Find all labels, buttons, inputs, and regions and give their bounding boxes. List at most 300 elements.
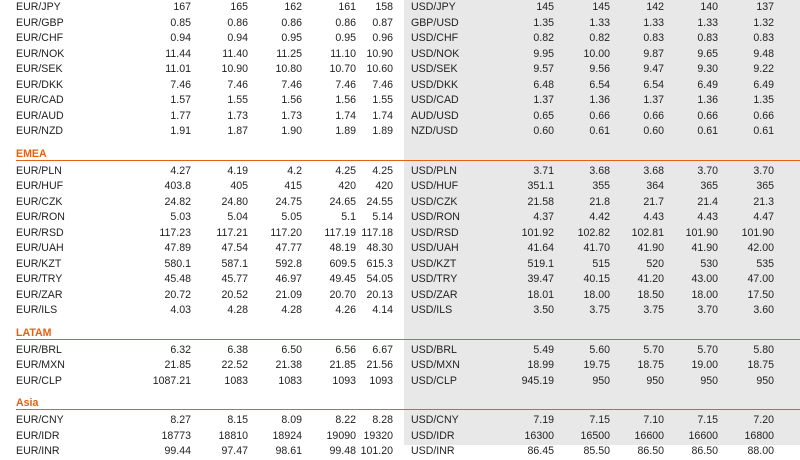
- usd-pair-value: 7.15: [697, 414, 718, 426]
- eur-pair-value: 7.46: [281, 78, 302, 91]
- usd-pair-value: 9.22: [753, 63, 774, 75]
- eur-pair-value: 10.90: [221, 63, 248, 75]
- usd-pair-value: 1.37: [533, 94, 554, 106]
- usd-pair-value: 101.90: [741, 226, 774, 239]
- usd-pair-value: 1.36: [589, 94, 610, 106]
- eur-pair-value: 45.77: [221, 273, 248, 285]
- usd-pair-label: USD/ILS: [411, 304, 453, 316]
- eur-pair-value: 0.86: [227, 16, 248, 29]
- table-row: [0, 109, 800, 125]
- eur-pair-value: 10.70: [329, 63, 356, 75]
- eur-pair-value: 420: [375, 180, 393, 192]
- usd-pair-value: 3.75: [643, 304, 664, 316]
- eur-pair-value: 21.56: [366, 359, 393, 371]
- usd-pair-value: 1.35: [533, 16, 554, 29]
- eur-pair-value: 11.40: [222, 47, 248, 60]
- usd-pair-value: 0.61: [753, 125, 774, 137]
- usd-pair-value: 0.61: [697, 125, 718, 137]
- usd-pair-value: 0.66: [753, 109, 774, 122]
- eur-pair-value: 99.44: [164, 445, 191, 457]
- eur-pair-value: 4.14: [372, 304, 393, 316]
- usd-pair-label: USD/NOK: [411, 47, 460, 60]
- eur-pair-value: 24.82: [164, 195, 191, 208]
- eur-pair-value: 7.46: [372, 78, 393, 91]
- eur-pair-label: EUR/HUF: [16, 180, 64, 192]
- usd-pair-value: 41.20: [637, 273, 664, 285]
- usd-pair-value: 6.54: [643, 78, 664, 91]
- eur-pair-value: 403.8: [164, 180, 191, 192]
- usd-pair-label: USD/CAD: [411, 94, 459, 106]
- section-header: [0, 396, 800, 410]
- usd-pair-label: USD/KZT: [411, 257, 457, 270]
- eur-pair-value: 4.27: [170, 164, 191, 177]
- eur-pair-value: 0.86: [281, 16, 302, 29]
- usd-pair-value: 21.58: [527, 195, 554, 208]
- eur-pair-value: 0.95: [335, 32, 356, 44]
- eur-pair-value: 24.80: [221, 195, 248, 208]
- usd-pair-value: 88.00: [747, 445, 774, 457]
- eur-pair-value: 587.1: [221, 257, 248, 270]
- table-row: [0, 288, 800, 304]
- usd-pair-value: 9.57: [533, 63, 554, 75]
- eur-pair-label: EUR/CZK: [16, 195, 63, 208]
- usd-pair-value: 7.15: [589, 414, 610, 426]
- eur-pair-value: 11.10: [330, 47, 356, 60]
- eur-pair-value: 1.73: [227, 109, 248, 122]
- eur-pair-value: 4.25: [372, 164, 393, 177]
- table-row: [0, 257, 800, 273]
- table-row: [0, 210, 800, 226]
- section-spacer: [0, 389, 800, 396]
- usd-pair-value: 365: [700, 180, 718, 192]
- table-row: [0, 0, 800, 16]
- usd-pair-value: 86.50: [691, 445, 718, 457]
- eur-pair-value: 8.27: [170, 414, 191, 426]
- usd-pair-value: 950: [756, 374, 774, 387]
- usd-pair-value: 4.42: [589, 211, 610, 223]
- usd-pair-value: 950: [592, 374, 610, 387]
- eur-pair-label: EUR/PLN: [16, 164, 62, 177]
- eur-pair-value: 1.74: [335, 109, 356, 122]
- eur-pair-label: EUR/IDR: [16, 429, 60, 442]
- usd-pair-value: 41.90: [691, 242, 718, 254]
- usd-pair-value: 6.49: [753, 78, 774, 91]
- eur-pair-value: 1.91: [170, 125, 191, 137]
- usd-pair-value: 3.68: [643, 164, 664, 177]
- eur-pair-value: 580.1: [164, 257, 191, 270]
- usd-pair-label: USD/TRY: [411, 273, 458, 285]
- eur-pair-value: 11.44: [165, 47, 191, 60]
- usd-pair-value: 355: [592, 180, 610, 192]
- eur-pair-value: 158: [375, 1, 393, 13]
- usd-pair-label: USD/ZAR: [411, 288, 458, 301]
- usd-pair-value: 18.01: [527, 288, 554, 301]
- usd-pair-value: 3.68: [589, 164, 610, 177]
- usd-pair-value: 102.82: [577, 226, 610, 239]
- eur-pair-value: 22.52: [221, 359, 248, 371]
- usd-pair-label: USD/UAH: [411, 242, 459, 254]
- usd-pair-value: 4.37: [533, 211, 554, 223]
- eur-pair-value: 0.86: [335, 16, 356, 29]
- eur-pair-value: 24.55: [366, 195, 393, 208]
- eur-pair-label: EUR/TRY: [16, 273, 63, 285]
- eur-pair-value: 19320: [363, 429, 393, 442]
- eur-pair-value: 1.89: [335, 125, 356, 137]
- usd-pair-value: 19.75: [583, 359, 610, 371]
- usd-pair-value: 0.65: [533, 109, 554, 122]
- usd-pair-value: 9.65: [697, 47, 718, 60]
- eur-pair-value: 0.94: [227, 32, 248, 44]
- usd-pair-value: 5.80: [753, 343, 774, 356]
- eur-pair-value: 6.67: [372, 343, 393, 356]
- usd-pair-value: 945.19: [521, 374, 554, 387]
- eur-pair-value: 1093: [369, 374, 393, 387]
- eur-pair-label: EUR/NZD: [16, 125, 64, 137]
- usd-pair-value: 21.8: [589, 195, 610, 208]
- eur-pair-value: 11.01: [165, 63, 191, 75]
- eur-pair-value: 4.28: [281, 304, 302, 316]
- eur-pair-value: 5.03: [170, 211, 191, 223]
- eur-pair-value: 1.56: [281, 94, 302, 106]
- usd-pair-label: USD/IDR: [411, 429, 455, 442]
- eur-pair-label: EUR/NOK: [16, 47, 65, 60]
- usd-pair-label: GBP/USD: [411, 16, 459, 29]
- eur-pair-value: 21.85: [164, 359, 191, 371]
- eur-pair-value: 4.28: [227, 304, 248, 316]
- eur-pair-value: 21.38: [275, 359, 302, 371]
- eur-pair-value: 0.96: [372, 32, 393, 44]
- table-row: [0, 444, 800, 460]
- usd-pair-value: 1.33: [643, 16, 664, 29]
- eur-pair-value: 45.48: [164, 273, 191, 285]
- usd-pair-value: 1.36: [697, 94, 718, 106]
- eur-pair-label: EUR/KZT: [16, 257, 62, 270]
- usd-pair-value: 9.95: [533, 47, 554, 60]
- usd-pair-value: 16600: [688, 429, 718, 442]
- table-row: [0, 179, 800, 195]
- eur-pair-value: 4.2: [287, 164, 302, 177]
- eur-pair-value: 161: [338, 1, 356, 13]
- eur-pair-value: 415: [284, 180, 302, 192]
- eur-pair-value: 1.74: [372, 109, 393, 122]
- usd-pair-value: 18.75: [637, 359, 664, 371]
- usd-pair-value: 41.90: [637, 242, 664, 254]
- usd-pair-value: 365: [756, 180, 774, 192]
- eur-pair-label: EUR/BRL: [16, 343, 62, 356]
- eur-pair-value: 20.70: [329, 288, 356, 301]
- eur-pair-value: 162: [284, 1, 302, 13]
- eur-pair-value: 47.77: [275, 242, 302, 254]
- usd-pair-value: 16300: [524, 429, 554, 442]
- eur-pair-value: 0.95: [281, 32, 302, 44]
- usd-pair-value: 6.49: [697, 78, 718, 91]
- table-row: [0, 47, 800, 63]
- eur-pair-value: 405: [230, 180, 248, 192]
- usd-pair-value: 145: [592, 1, 610, 13]
- usd-pair-value: 535: [756, 257, 774, 270]
- eur-pair-value: 1083: [278, 374, 302, 387]
- table-row: [0, 78, 800, 94]
- usd-pair-label: USD/INR: [411, 445, 455, 457]
- eur-pair-value: 0.87: [372, 16, 393, 29]
- usd-pair-value: 519.1: [527, 257, 554, 270]
- eur-pair-label: EUR/RSD: [16, 226, 64, 239]
- usd-pair-value: 101.90: [685, 226, 718, 239]
- usd-pair-value: 142: [646, 1, 664, 13]
- usd-pair-value: 0.66: [697, 109, 718, 122]
- eur-pair-label: EUR/INR: [16, 445, 60, 457]
- eur-pair-label: EUR/MXN: [16, 359, 65, 371]
- usd-pair-value: 5.60: [589, 343, 610, 356]
- usd-pair-value: 950: [646, 374, 664, 387]
- eur-pair-value: 7.46: [227, 78, 248, 91]
- eur-pair-value: 5.05: [281, 211, 302, 223]
- eur-pair-value: 21.85: [329, 359, 356, 371]
- eur-pair-value: 8.09: [281, 414, 302, 426]
- usd-pair-value: 9.47: [643, 63, 664, 75]
- eur-pair-label: EUR/UAH: [16, 242, 64, 254]
- eur-pair-value: 165: [230, 1, 248, 13]
- eur-pair-label: EUR/GBP: [16, 16, 64, 29]
- usd-pair-value: 41.64: [527, 242, 554, 254]
- eur-pair-value: 7.46: [170, 78, 191, 91]
- usd-pair-value: 86.50: [637, 445, 664, 457]
- usd-pair-value: 16500: [580, 429, 610, 442]
- eur-pair-value: 10.90: [366, 47, 393, 60]
- usd-pair-value: 86.45: [527, 445, 554, 457]
- eur-pair-value: 18924: [272, 429, 302, 442]
- usd-pair-value: 0.66: [589, 109, 610, 122]
- usd-pair-value: 0.66: [643, 109, 664, 122]
- eur-pair-value: 24.65: [329, 195, 356, 208]
- eur-pair-value: 6.38: [227, 343, 248, 356]
- usd-pair-value: 6.54: [589, 78, 610, 91]
- usd-pair-label: USD/JPY: [411, 1, 456, 13]
- table-row: [0, 31, 800, 47]
- eur-pair-value: 97.47: [221, 445, 248, 457]
- usd-pair-value: 16600: [634, 429, 664, 442]
- usd-pair-value: 3.50: [533, 304, 554, 316]
- usd-pair-label: NZD/USD: [411, 125, 459, 137]
- eur-pair-value: 1083: [224, 374, 248, 387]
- eur-pair-value: 1.77: [170, 109, 191, 122]
- usd-pair-value: 39.47: [527, 273, 554, 285]
- eur-pair-label: EUR/CLP: [16, 374, 62, 387]
- eur-pair-value: 21.09: [275, 288, 302, 301]
- eur-pair-value: 19090: [326, 429, 356, 442]
- usd-pair-value: 3.75: [589, 304, 610, 316]
- usd-pair-value: 19.00: [691, 359, 718, 371]
- eur-pair-value: 117.20: [270, 226, 302, 239]
- eur-pair-value: 24.75: [275, 195, 302, 208]
- eur-pair-value: 0.94: [170, 32, 191, 44]
- usd-pair-value: 9.56: [589, 63, 610, 75]
- usd-pair-label: USD/MXN: [411, 359, 460, 371]
- table-row: [0, 241, 800, 257]
- eur-pair-value: 8.15: [227, 414, 248, 426]
- usd-pair-value: 0.83: [697, 32, 718, 44]
- section-title: EMEA: [16, 147, 47, 160]
- usd-pair-value: 18.99: [527, 359, 554, 371]
- usd-pair-value: 137: [756, 1, 774, 13]
- usd-pair-value: 0.60: [533, 125, 554, 137]
- usd-pair-label: USD/HUF: [411, 180, 459, 192]
- usd-pair-value: 515: [592, 257, 610, 270]
- usd-pair-label: USD/BRL: [411, 343, 457, 356]
- usd-pair-value: 3.70: [697, 164, 718, 177]
- usd-pair-value: 1.33: [589, 16, 610, 29]
- eur-pair-value: 20.72: [164, 288, 191, 301]
- usd-pair-label: USD/PLN: [411, 164, 457, 177]
- usd-pair-label: AUD/USD: [411, 109, 459, 122]
- table-row: [0, 429, 800, 445]
- eur-pair-value: 20.52: [221, 288, 248, 301]
- eur-pair-value: 11.25: [276, 47, 302, 60]
- usd-pair-value: 7.19: [533, 414, 554, 426]
- eur-pair-value: 609.5: [329, 257, 356, 270]
- eur-pair-value: 117.23: [159, 226, 191, 239]
- usd-pair-value: 101.92: [521, 226, 554, 239]
- eur-pair-label: EUR/CAD: [16, 94, 64, 106]
- usd-pair-value: 85.50: [583, 445, 610, 457]
- table-row: [0, 343, 800, 359]
- usd-pair-value: 140: [700, 1, 718, 13]
- usd-pair-value: 40.15: [583, 273, 610, 285]
- eur-pair-label: EUR/RON: [16, 211, 65, 223]
- usd-pair-value: 0.83: [643, 32, 664, 44]
- eur-pair-value: 4.25: [335, 164, 356, 177]
- eur-pair-value: 4.03: [170, 304, 191, 316]
- table-row: [0, 303, 800, 319]
- usd-pair-value: 7.10: [643, 414, 664, 426]
- eur-pair-value: 615.3: [366, 257, 393, 270]
- eur-pair-value: 592.8: [275, 257, 302, 270]
- usd-pair-value: 1.37: [643, 94, 664, 106]
- eur-pair-value: 6.50: [281, 343, 302, 356]
- eur-pair-value: 8.22: [335, 414, 356, 426]
- eur-pair-label: EUR/CHF: [16, 32, 64, 44]
- usd-pair-value: 16800: [744, 429, 774, 442]
- eur-pair-value: 7.46: [335, 78, 356, 91]
- eur-pair-value: 49.45: [329, 273, 356, 285]
- usd-pair-value: 3.71: [533, 164, 554, 177]
- usd-pair-value: 1.35: [753, 94, 774, 106]
- eur-pair-label: EUR/DKK: [16, 78, 64, 91]
- usd-pair-value: 21.3: [753, 195, 774, 208]
- eur-pair-value: 1.55: [227, 94, 248, 106]
- usd-pair-value: 0.83: [753, 32, 774, 44]
- eur-pair-value: 117.21: [216, 226, 248, 239]
- eur-pair-value: 6.32: [170, 343, 191, 356]
- eur-pair-value: 101.20: [360, 445, 393, 457]
- usd-pair-value: 18.00: [691, 288, 718, 301]
- usd-pair-label: USD/CNY: [411, 414, 459, 426]
- table-row: [0, 164, 800, 180]
- eur-pair-value: 46.97: [275, 273, 302, 285]
- usd-pair-value: 7.20: [753, 414, 774, 426]
- table-row: [0, 124, 800, 140]
- eur-pair-value: 48.30: [366, 242, 393, 254]
- usd-pair-value: 4.43: [643, 211, 664, 223]
- eur-pair-value: 98.61: [275, 445, 302, 457]
- table-row: [0, 93, 800, 109]
- eur-pair-value: 1.90: [281, 125, 302, 137]
- eur-pair-value: 1.57: [170, 94, 191, 106]
- usd-pair-value: 530: [700, 257, 718, 270]
- eur-pair-value: 48.19: [329, 242, 356, 254]
- usd-pair-value: 41.70: [583, 242, 610, 254]
- usd-pair-label: USD/CLP: [411, 374, 457, 387]
- eur-pair-value: 1093: [332, 374, 356, 387]
- usd-pair-value: 102.81: [631, 226, 664, 239]
- usd-pair-value: 10.00: [583, 47, 610, 60]
- usd-pair-value: 4.43: [697, 211, 718, 223]
- eur-pair-value: 1.89: [372, 125, 393, 137]
- eur-pair-value: 6.56: [335, 343, 356, 356]
- eur-pair-label: EUR/CNY: [16, 414, 64, 426]
- table-row: [0, 195, 800, 211]
- usd-pair-value: 351.1: [527, 180, 554, 192]
- usd-pair-value: 364: [646, 180, 664, 192]
- eur-pair-value: 1.87: [227, 125, 248, 137]
- usd-pair-value: 520: [646, 257, 664, 270]
- usd-pair-value: 145: [536, 1, 554, 13]
- usd-pair-value: 9.48: [753, 47, 774, 60]
- usd-pair-value: 18.75: [747, 359, 774, 371]
- usd-pair-value: 43.00: [691, 273, 718, 285]
- usd-pair-value: 6.48: [533, 78, 554, 91]
- eur-pair-value: 47.54: [221, 242, 248, 254]
- eur-pair-value: 18810: [218, 429, 248, 442]
- eur-pair-value: 10.80: [275, 63, 302, 75]
- table-row: [0, 413, 800, 429]
- eur-pair-value: 1.56: [335, 94, 356, 106]
- eur-pair-value: 18773: [161, 429, 191, 442]
- usd-pair-value: 47.00: [747, 273, 774, 285]
- eur-pair-value: 10.60: [366, 63, 393, 75]
- usd-pair-value: 1.33: [697, 16, 718, 29]
- usd-pair-value: 1.32: [753, 16, 774, 29]
- table-row: [0, 358, 800, 374]
- eur-pair-value: 99.48: [329, 445, 356, 457]
- section-title: LATAM: [16, 326, 52, 339]
- table-row: [0, 226, 800, 242]
- eur-pair-value: 420: [338, 180, 356, 192]
- table-row: [0, 272, 800, 288]
- section-title: Asia: [16, 397, 39, 409]
- eur-pair-value: 54.05: [366, 273, 393, 285]
- eur-pair-value: 8.28: [372, 414, 393, 426]
- eur-pair-value: 4.26: [335, 304, 356, 316]
- usd-pair-value: 3.70: [697, 304, 718, 316]
- usd-pair-value: 42.00: [747, 242, 774, 254]
- usd-pair-label: USD/CHF: [411, 32, 459, 44]
- usd-pair-value: 0.61: [589, 125, 610, 137]
- usd-pair-value: 0.82: [533, 32, 554, 44]
- eur-pair-value: 5.1: [341, 211, 356, 223]
- eur-pair-value: 0.85: [170, 16, 191, 29]
- usd-pair-value: 5.70: [643, 343, 664, 356]
- usd-pair-value: 21.7: [643, 195, 664, 208]
- eur-pair-value: 117.19: [324, 226, 356, 239]
- usd-pair-label: USD/RON: [411, 211, 460, 223]
- usd-pair-value: 5.70: [697, 343, 718, 356]
- eur-pair-label: EUR/SEK: [16, 63, 63, 75]
- eur-pair-label: EUR/JPY: [16, 1, 61, 13]
- usd-pair-value: 4.47: [753, 211, 774, 223]
- usd-pair-value: 18.00: [583, 288, 610, 301]
- section-header: [0, 147, 800, 161]
